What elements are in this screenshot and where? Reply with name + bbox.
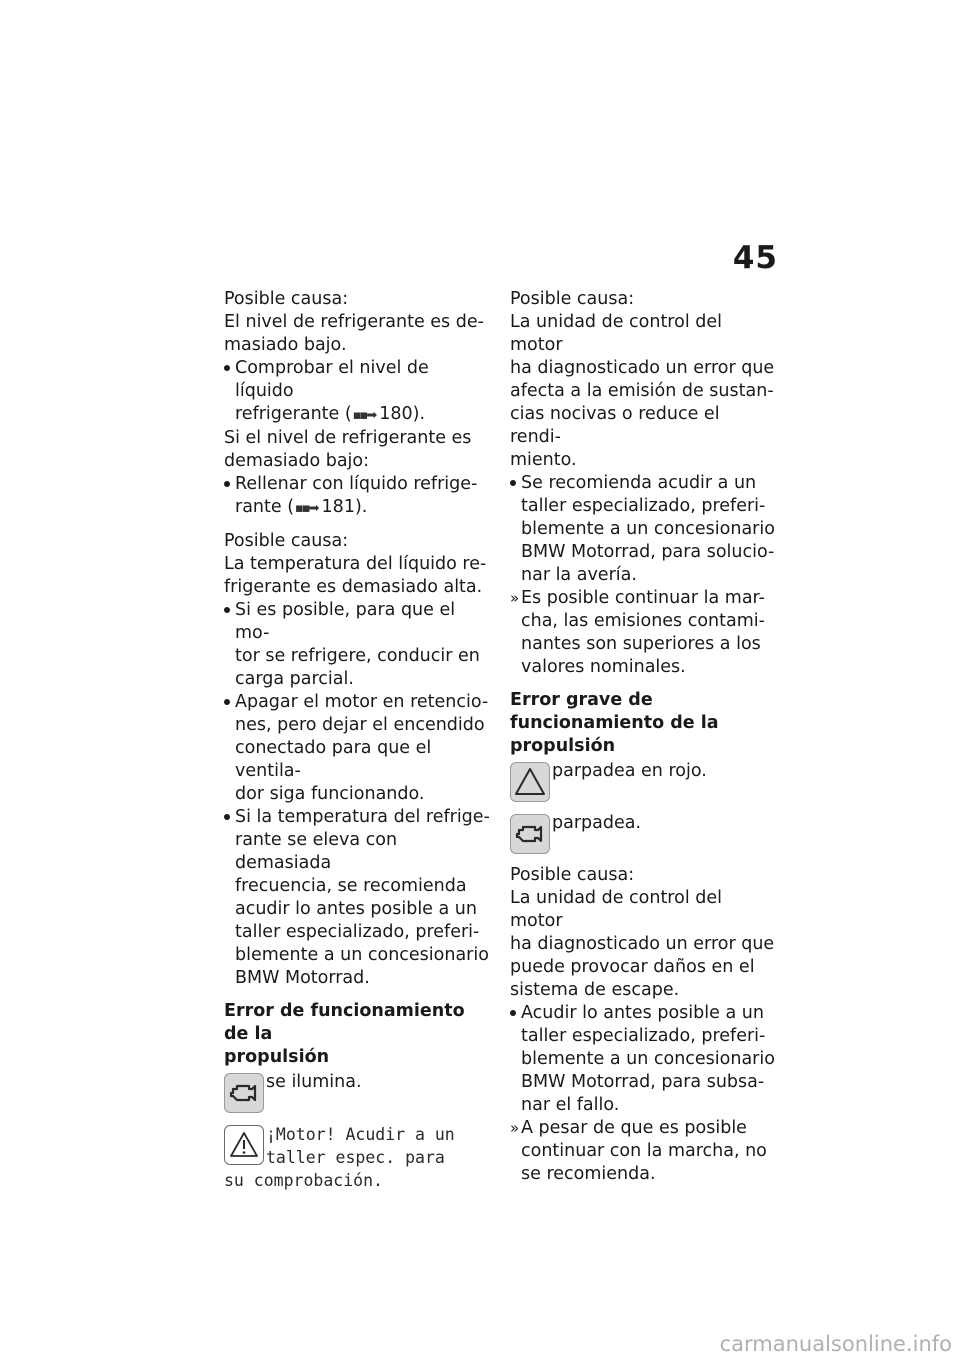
bullet-icon	[224, 699, 230, 705]
bullet-icon	[224, 481, 230, 487]
reference-arrow-icon: ▪▪➡	[295, 501, 318, 516]
display-message: ¡Motor! Acudir a un taller espec. para su comprobación.	[224, 1125, 455, 1190]
cause-label: Posible causa:	[510, 865, 635, 885]
bullet-icon	[224, 814, 230, 820]
result-arrow-icon: »	[510, 1119, 520, 1137]
result-item: » A pesar de que es posible continuar con la marcha, no se recomienda.	[510, 1118, 767, 1184]
cause-coolant-level	[224, 288, 490, 520]
cause-text: La temperatura del líquido re-	[224, 554, 487, 574]
section-drive-malfunction	[224, 1000, 490, 1192]
cause-text: El nivel de refrigerante es de-	[224, 312, 484, 332]
list-item: Comprobar el nivel de líquido refrigerante (▪▪➡ 180).	[224, 357, 490, 427]
list-item: Apagar el motor en retencio- nes, pero dejar el encendido conectado para que el ventila- dor siga funcionando.	[224, 691, 490, 806]
warning-triangle-icon	[510, 762, 550, 802]
section-heading: propulsión	[510, 736, 616, 756]
cause-exhaust-damage: Posible causa: La unidad de control del motor ha diagnosticado un error que puede provocar daños en el sistema de escape. Acudir lo antes posible a un taller especializado, preferi- blemente a un concesionario BMW Motorrad, para subsa- nar el fallo. » A pesar de que es posible continuar con la marcha, no se recomienda.	[510, 865, 775, 1184]
cause-label: Posible causa:	[510, 289, 635, 309]
cause-text: masiado bajo.	[224, 335, 347, 355]
section-heading: Error de funcionamiento de la	[224, 1001, 465, 1044]
cause-coolant-temperature	[224, 530, 490, 990]
page-number: 45	[732, 240, 778, 276]
bullet-icon	[224, 365, 230, 371]
indicator-line: se ilumina.	[224, 1071, 490, 1117]
right-column	[510, 288, 776, 1186]
indicator-line: parpadea.	[510, 812, 776, 858]
result-item: » Es posible continuar la mar- cha, las emisiones contami- nantes son superiores a los valores nominales.	[510, 588, 765, 677]
condition-text: Si el nivel de refrigerante es	[224, 428, 472, 448]
condition-text: demasiado bajo:	[224, 451, 370, 471]
bullet-icon	[510, 480, 516, 486]
watermark: carmanualsonline.info	[719, 1332, 952, 1356]
cause-text: frigerante es demasiado alta.	[224, 577, 483, 597]
cause-label: Posible causa:	[224, 289, 349, 309]
indicator-line: parpadea en rojo.	[510, 760, 776, 806]
section-heading: Error grave de	[510, 690, 653, 710]
bullet-icon	[510, 1010, 516, 1016]
section-severe-drive-malfunction	[510, 689, 776, 858]
left-column	[224, 288, 490, 1198]
list-item: Si es posible, para que el mo- tor se refrigere, conducir en carga parcial.	[224, 599, 490, 691]
list-item: Acudir lo antes posible a un taller especializado, preferi- blemente a un concesionario BMW Motorrad, para subsa- nar el fallo.	[510, 1002, 776, 1117]
section-heading: propulsión	[224, 1047, 330, 1067]
list-item: Si la temperatura del refrige- rante se eleva con demasiada frecuencia, se recomienda acudir lo antes posible a un taller especializado, preferi- blemente a un concesionario BMW Motorrad.	[224, 806, 490, 990]
list-item: Se recomienda acudir a un taller especializado, preferi- blemente a un concesionario BMW Motorrad, para solucio- nar la avería.	[510, 472, 776, 587]
reference-arrow-icon: ▪▪➡	[352, 408, 376, 423]
section-heading: funcionamiento de la	[510, 713, 719, 733]
bullet-icon	[224, 607, 230, 613]
result-arrow-icon: »	[510, 589, 520, 607]
cause-emission-error: Posible causa: La unidad de control del motor ha diagnosticado un error que afecta a la emisión de sustan- cias nocivas o reduce el rendi- miento. Se recomienda acudir a un taller especializado, preferi- blemente a un concesionario BMW Motorrad, para solucio- nar la avería. » Es posible continuar la mar- cha, las emisiones contami- nantes son superiores a los valores nominales.	[510, 289, 775, 677]
engine-icon	[224, 1073, 264, 1113]
warning-triangle-icon	[224, 1125, 264, 1165]
list-item: Rellenar con líquido refrige- rante (▪▪➡ 181).	[224, 473, 490, 520]
engine-icon	[510, 814, 550, 854]
cause-label: Posible causa:	[224, 531, 349, 551]
